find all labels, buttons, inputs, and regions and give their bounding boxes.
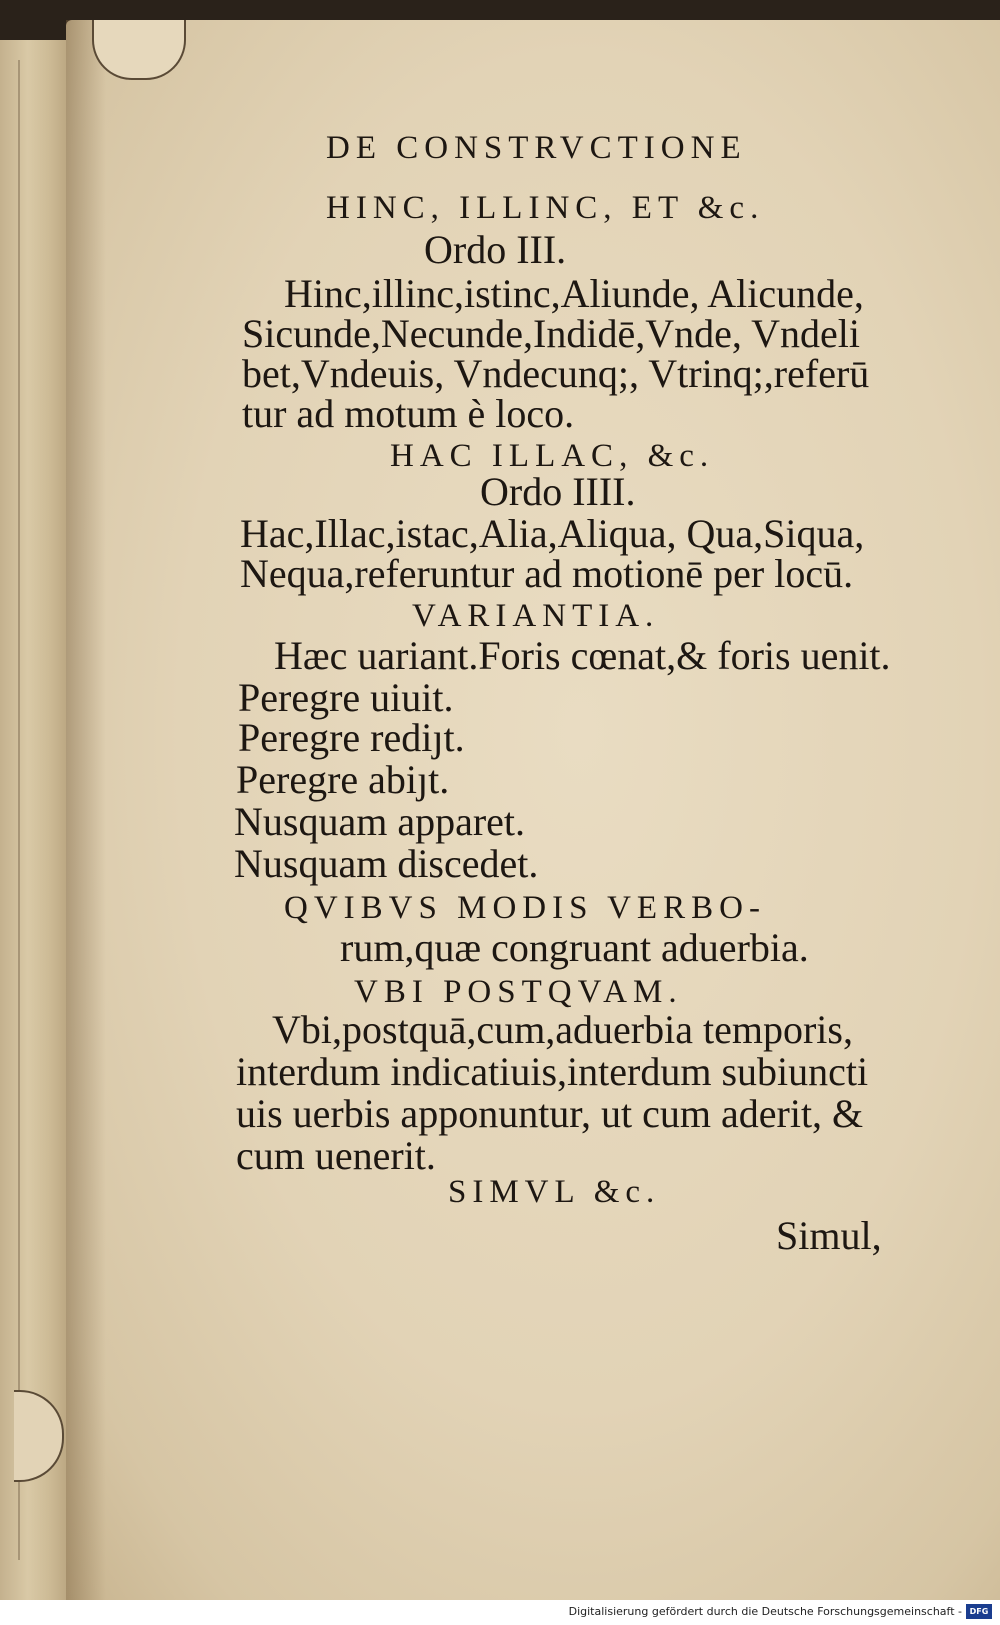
dfg-logo: DFG: [966, 1604, 992, 1619]
ordo-heading: Ordo IIII.: [480, 469, 636, 514]
text-line: Peregre rediȷt.: [238, 715, 465, 760]
text-line: Nusquam discedet.: [234, 841, 539, 886]
ordo-heading: Ordo III.: [424, 227, 567, 272]
footer: [0, 1600, 1000, 1625]
text-line: Peregre abiȷt.: [236, 757, 450, 802]
section-heading: SIMVL &c.: [448, 1174, 661, 1210]
catchword: Simul,: [776, 1213, 882, 1258]
text-line: cum uenerit.: [236, 1133, 436, 1178]
text-line: Peregre uiuit.: [238, 675, 454, 720]
gutter-shadow: [66, 20, 106, 1600]
text-line: Nusquam apparet.: [234, 799, 526, 844]
section-heading: VARIANTIA.: [412, 598, 660, 634]
text-line: Hæc uariant.Foris cœnat,& foris uenit.: [274, 633, 891, 678]
text-line: rum,quæ congruant aduerbia.: [340, 925, 809, 970]
running-head: DE CONSTRVCTIONE: [326, 130, 747, 166]
text-line: interdum indicatiuis,interdum subiuncti: [236, 1049, 869, 1094]
text-line: Hinc,illinc,istinc,Aliunde, Alicunde,: [284, 271, 864, 316]
section-heading: HAC ILLAC, &c.: [390, 438, 715, 474]
section-heading: QVIBVS MODIS VERBO-: [284, 890, 766, 926]
section-heading: VBI POSTQVAM.: [354, 974, 683, 1010]
footer-credit: Digitalisierung gefördert durch die Deutsche Forschungsgemeinschaft -: [568, 1605, 962, 1618]
text-line: Sicunde,Necunde,Indidē,Vnde, Vndeli: [242, 311, 860, 356]
text-line: tur ad motum è loco.: [242, 391, 575, 436]
facing-page-edge: [0, 40, 70, 1600]
text-line: uis uerbis apponuntur, ut cum aderit, &: [236, 1091, 864, 1136]
text-line: Hac,Illac,istac,Alia,Aliqua, Qua,Siqua,: [240, 511, 865, 556]
section-heading: HINC, ILLINC, ET &c.: [326, 190, 765, 226]
text-line: bet,Vndeuis, Vndecunq;, Vtrinq;,referū: [242, 351, 870, 396]
text-line: Nequa,referuntur ad motionē per locū.: [240, 551, 854, 596]
text-line: Vbi,postquā,cum,aduerbia temporis,: [272, 1007, 853, 1052]
